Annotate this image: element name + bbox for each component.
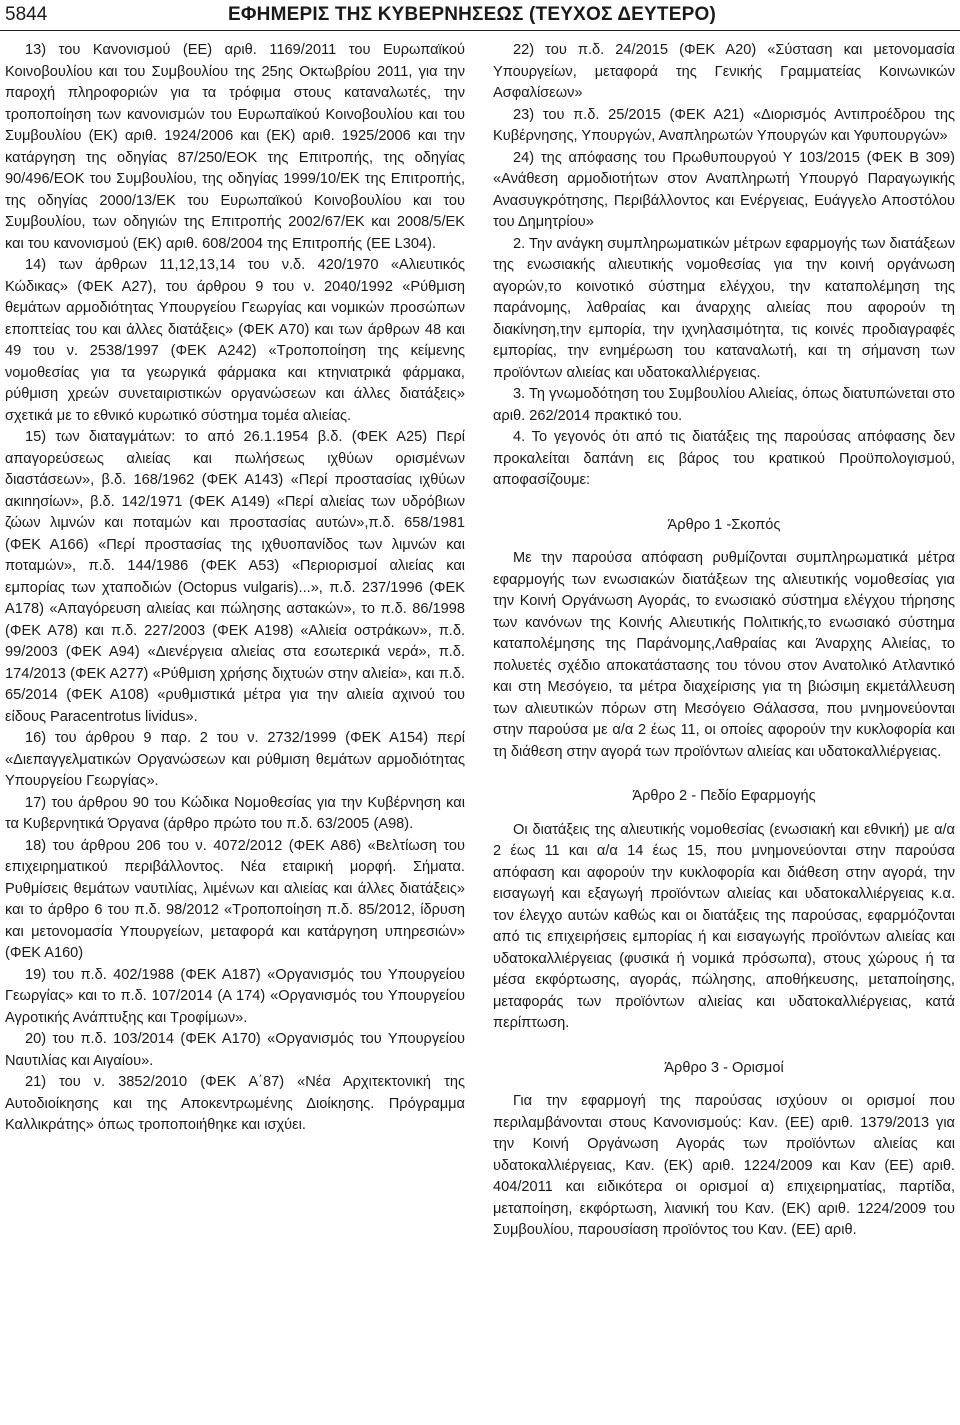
article-3-text: Για την εφαρμογή της παρούσας ισχύουν οι ορισμοί που περιλαμβάνονται στους Κανονισμούς: Καν. (ΕΕ) αριθ. 1379/2013 για την Κοινή Οργάνωση Αγοράς των προϊόντων αλιείας και υδατοκαλλιέργειας, Καν. (ΕΚ) αριθ. 1224/2009 και Καν (ΕΕ) αριθ. 404/2011 και ειδικότερα οι ορισμοί α) επιχειρηματίας, παρτίδα, μεταποίηση, εκφόρτωση, λιανική του Καν. (ΕΚ) αριθ. 1224/2009 του Συμβουλίου, παρουσίαση προϊόντος του Καν. (ΕΕ) αριθ. (493, 1093, 955, 1238)
article-3-heading: Άρθρο 3 - Ορισμοί (664, 1059, 784, 1076)
paragraph-item-21: 21) του ν. 3852/2010 (ΦΕΚ Α΄87) «Νέα Αρχιτεκτονική της Αυτοδιοίκησης και της Αποκεντρωμένης Διοίκησης. Πρόγραμμα Καλλικράτης» όπως τροποποιήθηκε και ισχύει. (5, 1074, 465, 1133)
paragraph-item-13: 13) του Κανονισμού (ΕΕ) αριθ. 1169/2011 του Ευρωπαϊκού Κοινοβουλίου και του Συμβουλίου της 25ης Οκτωβρίου 2011, για την παροχή πληροφοριών για τα τρόφιμα στους καταναλωτές, την τροποποίηση των κανονισμών του Ευρωπαϊκού Κοινοβουλίου και του Συμβουλίου (ΕΚ) αριθ. 1924/2006 και (ΕΚ) αριθ. 1925/2006 και την κατάργηση της οδηγίας 87/250/ΕΟΚ της Επιτροπής, της οδηγίας 90/496/ΕΟΚ του Συμβουλίου, της οδηγίας 1999/10/ΕΚ της Επιτροπής, της οδηγίας 2000/13/ΕΚ του Ευρωπαϊκού Κοινοβουλίου και του Συμβουλίου, των οδηγιών της Επιτροπής 2002/67/ΕΚ και 2008/5/ΕΚ και του κανονισμού (ΕΚ) αριθ. 608/2004 της Επιτροπής (ΕΕ L304). (5, 42, 465, 252)
paragraph-item-14: 14) των άρθρων 11,12,13,14 του ν.δ. 420/1970 «Αλιευτικός Κώδικας» (ΦΕΚ Α27), του άρθρου 9 του ν. 2040/1992 «Ρύθμιση θεμάτων αρμοδιότητας Υπουργείου Γεωργίας και νομικών προσώπων εποπτείας του και άλλες διατάξεις» (ΦΕΚ Α70) και των άρθρων 48 και 49 του ν. 2538/1997 (ΦΕΚ Α242) «Τροποποίηση της κείμενης νομοθεσίας για τα γεωργικά φάρμακα και κτηνιατρικά φάρμακα, ρύθμιση χρεών συνεταιριστικών οργανώσεων και άλλες διατάξεις» σχετικά με το εθνικό κυρωτικό σύστημα τομέα αλιείας. (5, 257, 465, 424)
paragraph-item-17: 17) του άρθρου 90 του Κώδικα Νομοθεσίας για την Κυβέρνηση και τα Κυβερνητικά Όργανα (άρθρο πρώτο του π.δ. 63/2005 (Α98). (5, 794, 465, 832)
journal-title: ΕΦΗΜΕΡΙΣ ΤΗΣ ΚΥΒΕΡΝΗΣΕΩΣ (ΤΕΥΧΟΣ ΔΕΥΤΕΡΟ) (228, 4, 716, 25)
header-rule (0, 30, 960, 31)
left-column (5, 40, 465, 1137)
paragraph-item-15: 15) των διαταγμάτων: το από 26.1.1954 β.δ. (ΦΕΚ Α25) Περί απαγορεύσεως αλιείας και πωλήσεως ιχθύων ορισμένων διαστάσεων», β.δ. 168/1962 (ΦΕΚ Α143) «Περί προστασίας ιχθύων ακιnησίων», β.δ. 142/1971 (ΦΕΚ Α149) «Περί αλιείας των υδρόβιων ζώων λιμνών και ποταμών και προστασίας αυτών»,π.δ. 658/1981 (ΦΕΚ Α166) «Περί προστασίας της ιχθυοπανίδος των λιμνών και ποταμών», π.δ. 144/1986 (ΦΕΚ Α53) «Περιορισμοί αλιείας και εμπορίας των χταποδιών (Octopus vulgaris)...», π.δ. 237/1996 (ΦΕΚ Α178) «Απαγόρευση αλιείας και πώλησης αστακών», το π.δ. 86/1998 (ΦΕΚ Α78) και π.δ. 227/2003 (ΦΕΚ Α198) «Αλιεία οστράκων», π.δ. 99/2003 (ΦΕΚ Α94) «Διενέργεια αλιείας στα εσωτερικά νερά», π.δ. 174/2013 (ΦΕΚ Α277) «Ρύθμιση χρήσης διχτυών στην αλιεία», και π.δ. 65/2014 (ΦΕΚ Α108) «ρυθμιστικά μέτρα για την αλιεία αχινού του είδους Paracentrotus lividus». (5, 429, 465, 725)
paragraph-point-4: 4. Το γεγονός ότι από τις διατάξεις της παρούσας απόφασης δεν προκαλείται δαπάνη εις βάρος του κρατικού Προϋπολογισμού, αποφασίζουμε: (493, 429, 955, 488)
page-number: 5844 (5, 4, 48, 25)
paragraph-item-16: 16) του άρθρου 9 παρ. 2 του ν. 2732/1999 (ΦΕΚ Α154) περί «Διεπαγγελματικών Οργανώσεων και ρύθμιση θεμάτων αρμοδιότητας Υπουργείου Γεωργίας». (5, 730, 465, 789)
right-column (493, 40, 955, 1242)
article-2-heading: Άρθρο 2 - Πεδίο Εφαρμογής (632, 788, 816, 804)
paragraph-item-22: 22) του π.δ. 24/2015 (ΦΕΚ Α20) «Σύσταση και μετονομασία Υπουργείων, μεταφορά της Γενικής Γραμματείας Κοινωνικών Ασφαλίσεων» (493, 42, 955, 101)
article-2-text: Οι διατάξεις της αλιευτικής νομοθεσίας (ενωσιακή και εθνική) με α/α 2 έως 11 και α/α 14 έως 15, που μνημονεύονται στην παρούσα απόφαση και αφορούν την κυκλοφορία και διάθεση στην αγορά, την εισαγωγή και εξαγωγή προϊόντων αλιείας και υδατοκαλλιέργειας κ.α. τον έλεγχο αυτών καθώς και οι διατάξεις της παρούσας, εφαρμόζονται από τις επιχειρήσεις εμπορίας ή και εισαγωγής προϊόντων αλιείας και υδατοκαλλιέργειας (φυσικά ή νομικά πρόσωπα), στους χώρους ή τα μέσα εκφόρτωσης, αγοράς, πώλησης, αποθήκευσης, μεταποίησης, μεταφοράς των προϊόντων αλιείας και υδατοκαλλιέργειας, κατά περίπτωση. (493, 821, 955, 1031)
paragraph-item-18: 18) του άρθρου 206 του ν. 4072/2012 (ΦΕΚ Α86) «Βελτίωση του επιχειρηματικού περιβάλλοντος. Νέα εταιρική μορφή. Σήματα. Ρυθμίσεις θεμάτων ναυτιλίας, λιμένων και αλιείας και άλλες διατάξεις» και το άρθρο 6 του π.δ. 98/2012 «Τροποποίηση π.δ. 85/2012, ίδρυση και μετονομασία Υπουργείων, μεταφορά και κατάργηση υπηρεσιών» (ΦΕΚ Α160) (5, 837, 465, 961)
page-header (0, 0, 960, 34)
paragraph-item-24: 24) της απόφασης του Πρωθυπουργού Υ 103/2015 (ΦΕΚ Β 309) «Ανάθεση αρμοδιοτήτων στον Αναπληρωτή Υπουργό Παραγωγικής Ανασυγκρότησης, Περιβάλλοντος και Ενέργειας, Ευάγγελο Αποστόλου του Δημητρίου» (493, 149, 955, 230)
article-1-text: Με την παρούσα απόφαση ρυθμίζονται συμπληρωματικά μέτρα εφαρμογής των ενωσιακών διατάξεων της αλιευτικής νομοθεσίας για την Κοινή Οργάνωση Αγοράς, το ενωσιακό σύστημα ελέγχου τήρησης των κανόνων της Κοινής Αλιευτικής Πολιτικής,το ενωσιακό σύστημα καταπολέμησης της Παράνομης,Λαθραίας και Άναρχης Αλιείας, το πολυετές σχέδιο αποκατάστασης του τόνου στον Ανατολικό Ατλαντικό και στη Μεσόγειο, τα μέτρα διαχείρισης για τη βιώσιμη εκμετάλλευση των αλιευτικών πόρων στη Μεσόγειο Θάλασσα, που μνημονεύονται στην παρούσα με α/α 2 έως 11, οι οποίες αφορούν την κυκλοφορία και τη διάθεση στην αγορά των προϊόντων αλιείας και υδατοκαλλιέργειας. (493, 550, 955, 760)
paragraph-point-2: 2. Την ανάγκη συμπληρωματικών μέτρων εφαρμογής των διατάξεων της ενωσιακής αλιευτικής νομοθεσίας για την κοινή οργάνωση αγορών,το κοινοτικό σύστημα ελέγχου, την καταπολέμηση της παράνομης, λαθραίας και άναρχης αλιείας που αφορούν τη διακίνηση,την εμπορία, την ιχνηλασιμότητα, τις κοινές προδιαγραφές εμπορίας, την ενημέρωση του καταναλωτή, και τη σήμανση των προϊόντων αλιείας και υδατοκαλλιέργειας. (493, 235, 955, 381)
paragraph-item-20: 20) του π.δ. 103/2014 (ΦΕΚ Α170) «Οργανισμός του Υπουργείου Ναυτιλίας και Αιγαίου». (5, 1031, 465, 1069)
paragraph-item-19: 19) του π.δ. 402/1988 (ΦΕΚ Α187) «Οργανισμός του Υπουργείου Γεωργίας» και το π.δ. 107/2014 (Α 174) «Οργανισμός του Υπουργείου Αγροτικής Ανάπτυξης και Τροφίμων». (5, 966, 465, 1026)
paragraph-point-3: 3. Τη γνωμοδότηση του Συμβουλίου Αλιείας, όπως διατυπώνεται στο αριθ. 262/2014 πρακτικό του. (493, 386, 955, 424)
paragraph-item-23: 23) του π.δ. 25/2015 (ΦΕΚ Α21) «Διορισμός Αντιπροέδρου της Κυβέρνησης, Υπουργών, Αναπληρωτών Υπουργών και Υφυπουργών» (493, 106, 955, 144)
article-1-heading: Άρθρο 1 -Σκοπός (667, 516, 781, 533)
